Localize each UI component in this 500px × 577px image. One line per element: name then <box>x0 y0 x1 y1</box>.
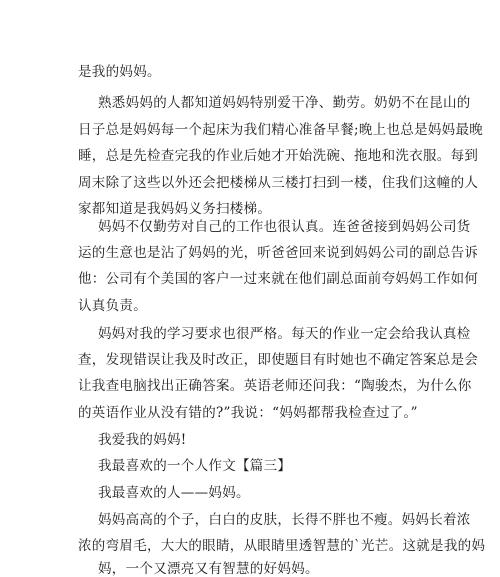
section-heading: 我最喜欢的一个人作文【篇三】 <box>98 458 292 474</box>
paragraph-line: 我爱我的妈妈! <box>98 432 187 448</box>
paragraph-line: 妈，一个又漂亮又有智慧的好妈妈。 <box>98 561 319 577</box>
paragraph-line: 熟悉妈妈的人都知道妈妈特别爱干净、勤劳。奶奶不在昆山的 <box>98 95 471 111</box>
paragraph-line: 认真负责。 <box>78 298 147 314</box>
paragraph-line: 妈妈对我的学习要求也很严格。每天的作业一定会给我认真检 <box>98 326 471 342</box>
paragraph-line: 睡，总是先检查完我的作业后她才开始洗碗、拖地和洗衣服。每到 <box>78 148 479 164</box>
paragraph-line: 运的生意也是沾了妈妈的光，听爸爸回来说到妈妈公司的副总告诉 <box>78 245 479 261</box>
paragraph-line: 查，发现错误让我及时改正，即使题目有时她也不确定答案总是会 <box>78 352 479 368</box>
paragraph-line: 他：公司有个美国的客户一过来就在他们副总面前夸妈妈工作如何 <box>78 271 479 287</box>
paragraph-line: 浓的弯眉毛，大大的眼睛，从眼睛里透智慧的`光芒。这就是我的妈 <box>78 538 486 554</box>
paragraph-line: 我最喜欢的人——妈妈。 <box>98 485 250 501</box>
paragraph-line: 家都知道是我妈妈义务扫楼梯。 <box>78 201 272 217</box>
paragraph-line: 妈妈不仅勤劳对自己的工作也很认真。连爸爸接到妈妈公司货 <box>98 219 471 235</box>
paragraph-line: 周末除了这些以外还会把楼梯从三楼打扫到一楼，住我们这幢的人 <box>78 175 479 191</box>
paragraph-line: 妈妈高高的个子，白白的皮肤，长得不胖也不瘦。妈妈长着浓 <box>98 512 471 528</box>
paragraph-line: 让我查电脑找出正确答案。英语老师还问我：“陶骏杰，为什么你 <box>78 378 472 394</box>
paragraph-line: 日子总是妈妈每一个起床为我们精心准备早餐;晚上也总是妈妈最晚 <box>78 122 484 138</box>
paragraph-line: 的英语作业从没有错的?”我说：“妈妈都帮我检查过了。” <box>78 405 418 421</box>
paragraph-line: 是我的妈妈。 <box>78 64 161 80</box>
